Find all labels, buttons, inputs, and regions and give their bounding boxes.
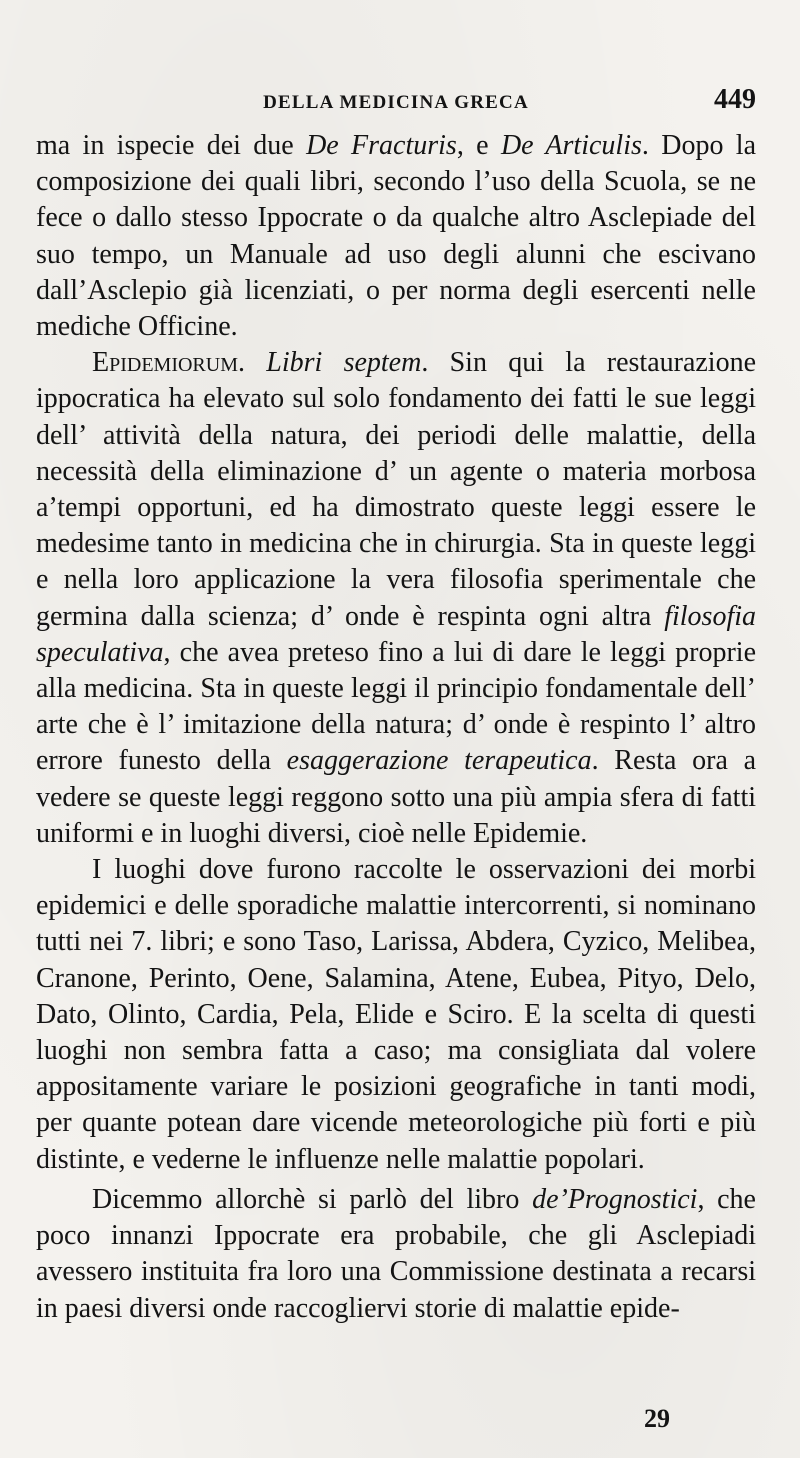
page-header — [36, 84, 756, 124]
p4-text-a: Dicemmo allorchè si parlò del libro — [92, 1183, 533, 1215]
section-heading-epidemiorum: Epidemiorum — [92, 347, 238, 379]
paragraph-1 — [36, 128, 756, 345]
p2-text-e: . Resta ora a vedere se queste leggi reggono sotto una più ampia sfera di fatti uniformi e in luoghi diversi, cioè nelle Epidemie. — [36, 745, 756, 849]
p4-text-c: , che poco innanzi Ippocrate era probabile, che gli Asclepiadi avessero instituita fra loro una Commissione destinata a recarsi in paesi diversi onde raccogliervi storie di malattie epide- — [36, 1183, 756, 1324]
p1-italic-b: De Fracturis — [306, 130, 457, 161]
p1-italic-d: De Articulis — [500, 130, 642, 161]
p2-dot: . — [238, 347, 267, 379]
p4-italic-b: de’Prognostici — [532, 1183, 698, 1215]
p1-text-a: ma in ispecie dei due — [36, 130, 307, 161]
body-text — [36, 128, 756, 1327]
p2-italic-b: filosofia speculativa — [36, 600, 756, 668]
running-title: DELLA MEDICINA GRECA — [263, 92, 529, 113]
p1-text-c: , e — [456, 130, 501, 161]
p2-text-c: , che avea preteso fino a lui di dare le leggi proprie alla medicina. Sta in queste leggi il principio fondamentale dell’ arte che è l’ imitazione della natura; d’ onde è respinto l’ altro errore funesto della — [36, 636, 756, 777]
paragraph-2 — [36, 345, 756, 852]
p2-italic-d: esaggerazione terapeutica — [286, 745, 592, 777]
paragraph-3 — [36, 852, 756, 1178]
p1-text-e: . Dopo la composizione dei quali libri, secondo l’uso della Scuola, se ne fece o dallo stesso Ippocrate o da qualche altro Asclepiade del suo tempo, un Manuale ad uso degli alunni che escivano dall’Asclepio già licenziati, o per norma degli esercenti nelle mediche Officine. — [36, 130, 756, 343]
paragraph-4 — [36, 1182, 756, 1327]
p3-text: I luoghi dove furono raccolte le osservazioni dei morbi epidemici e delle sporadiche malattie intercorrenti, si nominano tutti nei 7. libri; e sono Taso, Larissa, Abdera, Cyzico, Melibea, Cranone, Perinto, Oene, Salamina, Atene, Eubea, Pityo, Delo, Dato, Olinto, Cardia, Pela, Elide e Sciro. E la scelta di questi luoghi non sembra fatta a caso; ma consigliata dal volere appositamente variare le posizioni geografiche in tanti modi, per quante potean dare vicende meteorologiche più forti e più distinte, e vederne le influenze nelle malattie popolari. — [36, 854, 756, 1175]
p2-italic-title: Libri septem — [266, 347, 422, 379]
signature-mark: 29 — [644, 1404, 670, 1433]
p2-text-a: . Sin qui la restaurazione ippocratica ha elevato sul solo fondamento dei fatti le sue leggi dell’ attività della natura, dei periodi delle malattie, della necessità della eliminazione d’ un agente o materia morbosa a’tempi opportuni, ed ha dimostrato queste leggi essere le medesime tanto in medicina che in chirurgia. Sta in queste leggi e nella loro applicazione la vera filosofia sperimentale che germina dalla scienza; d’ onde è respinta ogni altra — [36, 347, 757, 632]
page-number: 449 — [714, 84, 756, 115]
